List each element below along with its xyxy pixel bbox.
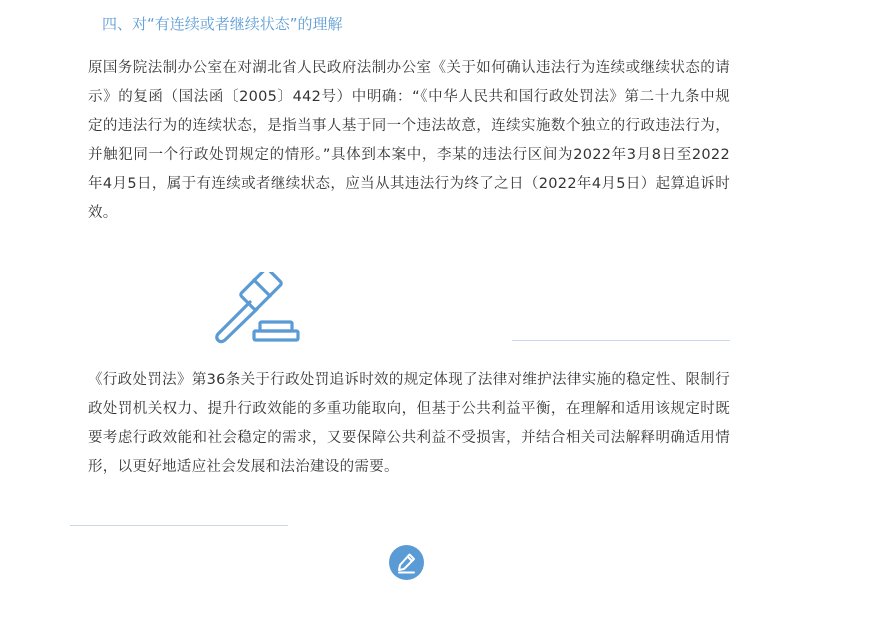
section-heading: 四、对“有连续或者继续状态”的理解 xyxy=(102,15,343,33)
paragraph-conclusion: 《行政处罚法》第36条关于行政处罚追诉时效的规定体现了法律对维护法律实施的稳定性、限制行政处罚机关权力、提升行政效能的多重功能取向，但基于公共利益平衡，在理解和适用该规定时既要考虑行政效能和社会稳定的需求，又要保障公共利益不受损害，并结合相关司法解释明确适用情形，以更好地适应社会发展和法治建设的需要。 xyxy=(88,372,730,475)
paragraph-interpretation: 原国务院法制办公室在对湖北省人民政府法制办公室《关于如何确认违法行为连续或继续状态的请示》的复函（国法函〔2005〕442号）中明确：“《中华人民共和国行政处罚法》第二十九条中规定的违法行为的连续状态，是指当事人基于同一个违法故意，连续实施数个独立的行政违法行为，并触犯同一个行政处罚规定的情形。”具体到本案中，李某的违法行区间为2022年3月8日至2022年4月5日，属于有连续或者继续状态，应当从其违法行为终了之日（2022年4月5日）起算追诉时效。 xyxy=(88,60,730,221)
pen-icon xyxy=(389,545,424,580)
divider-line-left xyxy=(70,525,288,526)
gavel-icon xyxy=(208,272,306,348)
divider-line-right xyxy=(512,340,730,341)
